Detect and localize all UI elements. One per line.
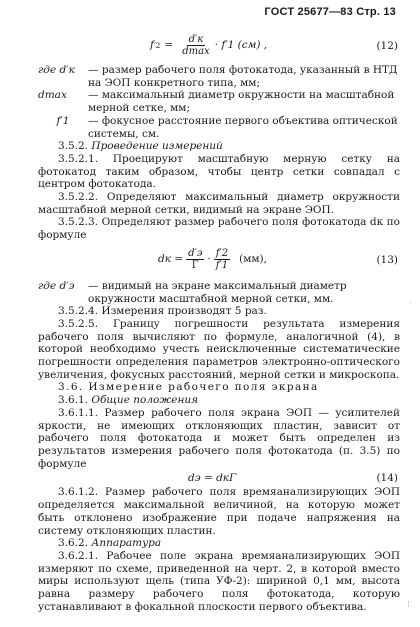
- paragraph-3-6-1-1: 3.6.1.1. Размер рабочего поля экрана ЭОП — усилителей яркости, не имеющих отклоняющих пластин, зависит от рабочего поля фотокатода и может быть определен из результатов измерения рабочего поля фотокатода (п. 3.5) по формуле: [38, 406, 400, 470]
- paragraph-3-5-2-5: 3.5.2.5. Границу погрешности результата измерения рабочего поля вычисляют по формуле, аналогичной (4), в которой необходимо учесть неисключенные систематические погрешности определения параметров электронно-оптического увеличения, фокусных расстояний, мерной сетки и микроскопа.: [38, 317, 400, 381]
- formula-12: f ′ 2 = $\frac{d'к}{dmax}$ · f′1 (см) , (12): [150, 34, 398, 57]
- definition-f1: f′1 — фокусное расстояние первого объектива оптической системы, см.: [56, 114, 398, 140]
- margin-mark-bottom: ⋮: [405, 601, 412, 608]
- paragraph-3-6-1-2: 3.6.1.2. Размер рабочего поля времяанализирующих ЭОП определяется максимальной величиной, на которую может быть отклонено изображение при подаче напряжения на систему отклоняющих пластин.: [38, 486, 400, 537]
- formula-12-lhs: f: [150, 39, 154, 52]
- page-content: [38, 30, 400, 613]
- formula-14: dэ = dкΓ (14): [188, 472, 398, 485]
- paragraph-3-5-2-1: 3.5.2.1. Проецируют масштабную мерную сетку на фотокатод таким образом, чтобы центр сетки совпадал с центром фотокатода.: [38, 152, 400, 191]
- section-3-6-heading: 3.6. Измерение рабочего поля экрана: [58, 381, 319, 394]
- paragraph-3-5-2-4: 3.5.2.4. Измерения производят 5 раз.: [58, 305, 267, 318]
- formula-12-rhs: · f′1 (см) ,: [214, 39, 268, 52]
- section-3-6-1-heading: 3.6.1. Общие положения: [58, 394, 199, 407]
- page-header: ГОСТ 25677—83 Стр. 13: [264, 6, 396, 18]
- definition-dk: где d′к — размер рабочего поля фотокатода, указанный в НТД на ЭОП конкретного типа, мм;: [38, 64, 398, 89]
- definition-dmax: dmax — максимальный диаметр окружности на масштабной мерной сетке, мм;: [38, 89, 395, 115]
- margin-mark: ·: [409, 300, 412, 307]
- formula-13-fraction-1: $\frac{d'э}{\Gamma}$: [188, 247, 203, 271]
- section-3-5-2-heading: 3.5.2. Проведение измерений: [58, 140, 223, 153]
- paragraph-3-5-2-2: 3.5.2.2. Определяют максимальный диаметр окружности масштабной мерной сетки, видимый на экране ЭОП.: [38, 191, 400, 216]
- equation-number-12: (12): [376, 40, 398, 52]
- formula-13-lhs: dк =: [158, 252, 184, 265]
- equation-number-14: (14): [376, 472, 398, 485]
- definition-de: где d′э — видимый на экране максимальный диаметр окружности масштабной мерной сетки, мм.: [38, 279, 347, 305]
- formula-13: dк = $\frac{d'э}{\Gamma}$ · $\frac{f'2}{f'1}$ (мм), (13): [158, 247, 398, 271]
- formula-13-fraction-2: $\frac{f'2}{f'1}$: [215, 247, 229, 271]
- paragraph-3-5-2-3: 3.5.2.3. Определяют размер рабочего поля фотокатода dк по формуле: [38, 216, 400, 242]
- paragraph-3-6-2-1: 3.6.2.1. Рабочее поле экрана времяанализирующих ЭОП измеряют по схеме, приведенной на черт. 2, в которой вместо миры используют щель (типа УФ-2): шириной 0,1 мм, высота равна размеру рабочего поля фотокатода, которую устанавливают в фокальной плоскости первого объектива.: [38, 549, 400, 613]
- formula-12-fraction: $\frac{d'к}{dmax}$: [182, 34, 210, 57]
- equation-number-13: (13): [376, 253, 398, 266]
- section-3-6-2-heading: 3.6.2. Аппаратура: [58, 537, 162, 550]
